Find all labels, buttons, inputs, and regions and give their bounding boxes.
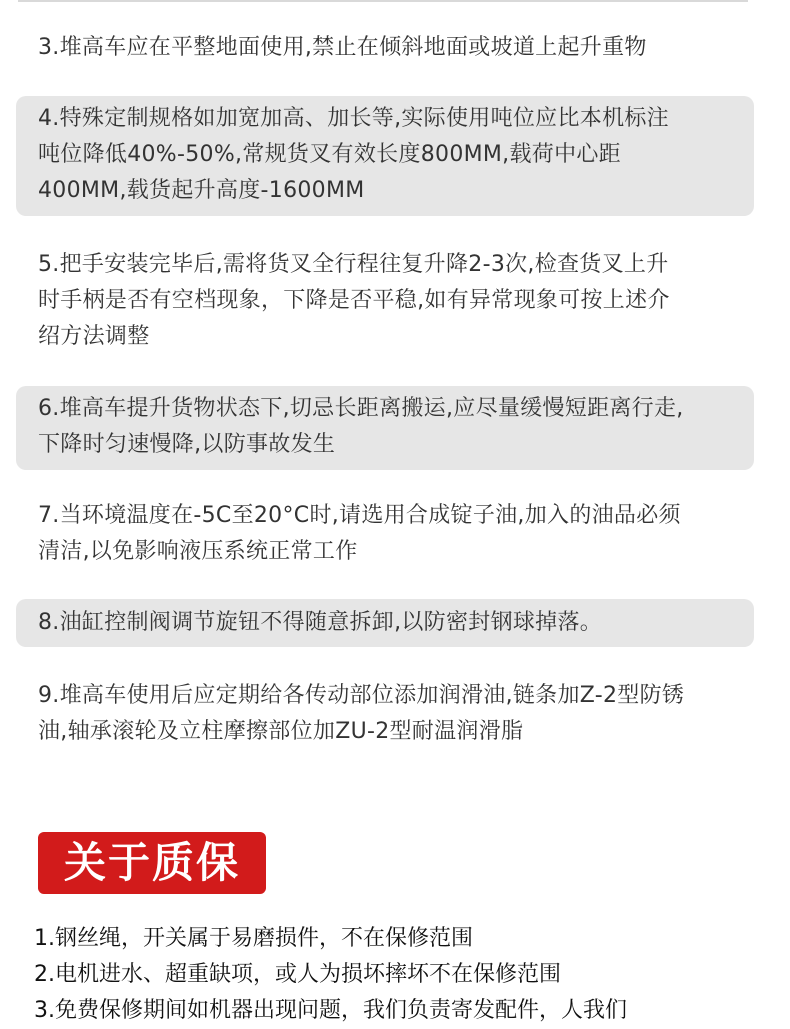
notice-item-8 [16, 599, 754, 647]
top-divider [18, 0, 748, 2]
notice-line: 9.堆高车使用后应定期给各传动部位添加润滑油,链条加Z-2型防锈 [38, 683, 685, 708]
warranty-item-3: 3.免费保修期间如机器出现问题，我们负责寄发配件，人我们 [34, 998, 627, 1023]
warranty-section-title: 关于质保 [38, 832, 266, 894]
notice-line: 6.堆高车提升货物状态下,切忌长距离搬运,应尽量缓慢短距离行走, [38, 396, 684, 421]
notice-line: 3.堆高车应在平整地面使用,禁止在倾斜地面或坡道上起升重物 [38, 35, 647, 60]
notice-line: 绍方法调整 [38, 324, 150, 349]
notice-line: 400MM,载货起升高度-1600MM [38, 178, 365, 203]
notice-line: 油,轴承滚轮及立柱摩擦部位加ZU-2型耐温润滑脂 [38, 719, 524, 744]
notice-line: 7.当环境温度在-5C至20°C时,请选用合成锭子油,加入的油品必须 [38, 503, 681, 528]
notice-item-6 [16, 386, 754, 470]
notice-item-5 [16, 247, 754, 355]
notice-item-9 [16, 678, 754, 750]
warranty-item-2: 2.电机进水、超重缺项，或人为损坏摔坏不在保修范围 [34, 962, 561, 987]
notice-item-4 [16, 96, 754, 216]
notice-item-7 [16, 498, 754, 570]
notice-item-3 [16, 30, 754, 66]
notice-line: 4.特殊定制规格如加宽加高、加长等,实际使用吨位应比本机标注 [38, 106, 669, 131]
notice-line: 下降时匀速慢降,以防事故发生 [38, 432, 336, 457]
notice-line: 吨位降低40%-50%,常规货叉有效长度800MM,载荷中心距 [38, 142, 621, 167]
notice-line: 5.把手安装完毕后,需将货叉全行程往复升降2-3次,检查货叉上升 [38, 252, 669, 277]
warranty-item-1: 1.钢丝绳，开关属于易磨损件，不在保修范围 [34, 926, 473, 951]
notice-line: 8.油缸控制阀调节旋钮不得随意拆卸,以防密封钢球掉落。 [38, 610, 603, 635]
notice-line: 清洁,以免影响液压系统正常工作 [38, 539, 358, 564]
notice-line: 时手柄是否有空档现象，下降是否平稳,如有异常现象可按上述介 [38, 288, 670, 313]
